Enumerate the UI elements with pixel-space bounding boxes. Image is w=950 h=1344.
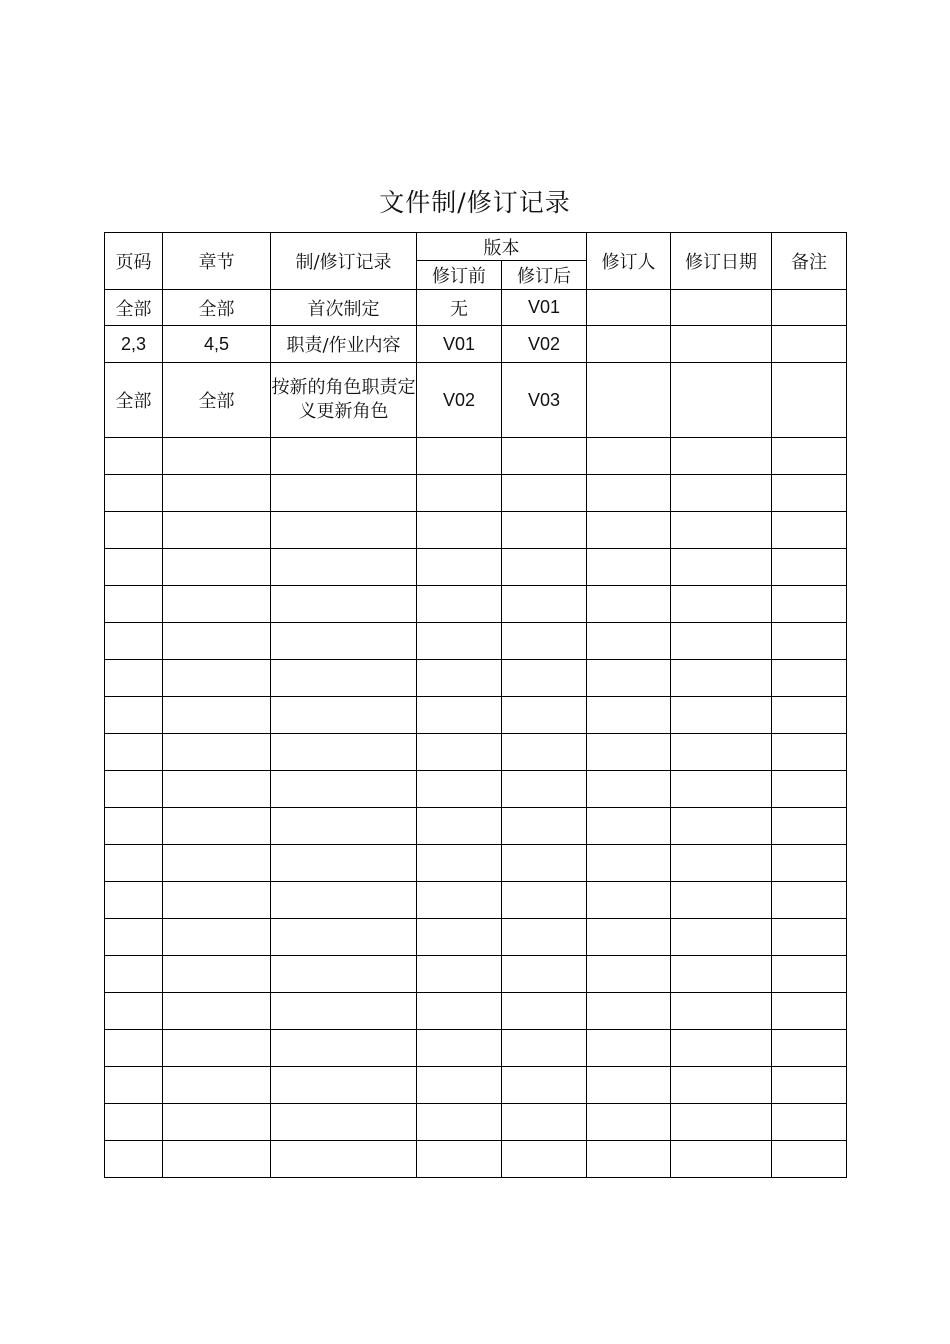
empty-cell xyxy=(271,845,417,882)
empty-cell xyxy=(502,697,587,734)
empty-cell xyxy=(163,660,271,697)
cell-chapter: 4,5 xyxy=(163,326,271,363)
empty-table-row xyxy=(105,438,847,475)
header-record: 制/修订记录 xyxy=(271,233,417,290)
empty-cell xyxy=(163,1141,271,1178)
empty-cell xyxy=(502,512,587,549)
empty-table-row xyxy=(105,734,847,771)
cell-after: V01 xyxy=(502,290,587,326)
empty-cell xyxy=(271,623,417,660)
empty-cell xyxy=(271,1067,417,1104)
empty-cell xyxy=(502,993,587,1030)
empty-cell xyxy=(587,734,671,771)
empty-cell xyxy=(163,993,271,1030)
empty-cell xyxy=(502,956,587,993)
empty-cell xyxy=(502,660,587,697)
empty-cell xyxy=(502,438,587,475)
empty-cell xyxy=(587,475,671,512)
empty-cell xyxy=(271,586,417,623)
empty-cell xyxy=(417,660,502,697)
empty-cell xyxy=(271,919,417,956)
empty-cell xyxy=(671,993,772,1030)
empty-cell xyxy=(587,660,671,697)
cell-record: 职责/作业内容 xyxy=(271,326,417,363)
header-page: 页码 xyxy=(105,233,163,290)
header-after: 修订后 xyxy=(502,261,587,290)
empty-cell xyxy=(587,1141,671,1178)
empty-cell xyxy=(671,512,772,549)
empty-table-row xyxy=(105,845,847,882)
cell-before: V01 xyxy=(417,326,502,363)
empty-cell xyxy=(502,1104,587,1141)
empty-cell xyxy=(772,623,847,660)
empty-cell xyxy=(772,586,847,623)
cell-remark xyxy=(772,363,847,438)
empty-table-row xyxy=(105,660,847,697)
empty-cell xyxy=(671,845,772,882)
revision-record-table xyxy=(104,232,847,1178)
empty-table-row xyxy=(105,919,847,956)
empty-cell xyxy=(587,808,671,845)
empty-cell xyxy=(671,1030,772,1067)
empty-cell xyxy=(105,808,163,845)
empty-cell xyxy=(671,956,772,993)
empty-cell xyxy=(587,1030,671,1067)
empty-cell xyxy=(163,549,271,586)
empty-cell xyxy=(271,808,417,845)
table-row xyxy=(105,326,847,363)
empty-cell xyxy=(105,549,163,586)
empty-cell xyxy=(417,1104,502,1141)
header-before: 修订前 xyxy=(417,261,502,290)
cell-chapter: 全部 xyxy=(163,363,271,438)
empty-cell xyxy=(671,1067,772,1104)
empty-cell xyxy=(163,1104,271,1141)
empty-cell xyxy=(417,734,502,771)
cell-reviser xyxy=(587,363,671,438)
empty-cell xyxy=(772,660,847,697)
empty-cell xyxy=(502,845,587,882)
cell-after: V02 xyxy=(502,326,587,363)
header-reviser: 修订人 xyxy=(587,233,671,290)
empty-cell xyxy=(271,734,417,771)
document-title: 文件制/修订记录 xyxy=(379,188,571,217)
empty-cell xyxy=(587,1104,671,1141)
empty-cell xyxy=(671,1104,772,1141)
empty-cell xyxy=(587,1067,671,1104)
empty-cell xyxy=(105,475,163,512)
empty-cell xyxy=(271,771,417,808)
empty-cell xyxy=(417,845,502,882)
cell-remark xyxy=(772,290,847,326)
empty-cell xyxy=(502,734,587,771)
cell-date xyxy=(671,326,772,363)
empty-cell xyxy=(105,623,163,660)
empty-table-row xyxy=(105,549,847,586)
cell-after: V03 xyxy=(502,363,587,438)
empty-cell xyxy=(417,1030,502,1067)
empty-cell xyxy=(271,956,417,993)
empty-cell xyxy=(163,475,271,512)
empty-cell xyxy=(502,808,587,845)
empty-cell xyxy=(163,1067,271,1104)
empty-cell xyxy=(772,993,847,1030)
empty-cell xyxy=(417,623,502,660)
cell-record: 首次制定 xyxy=(271,290,417,326)
empty-cell xyxy=(105,586,163,623)
empty-cell xyxy=(105,993,163,1030)
cell-remark xyxy=(772,326,847,363)
empty-cell xyxy=(772,549,847,586)
empty-cell xyxy=(772,1104,847,1141)
empty-cell xyxy=(163,771,271,808)
empty-table-row xyxy=(105,1067,847,1104)
empty-cell xyxy=(671,882,772,919)
cell-page: 全部 xyxy=(105,363,163,438)
empty-cell xyxy=(163,734,271,771)
empty-cell xyxy=(587,771,671,808)
empty-cell xyxy=(417,1141,502,1178)
empty-cell xyxy=(587,438,671,475)
empty-cell xyxy=(502,1030,587,1067)
empty-cell xyxy=(772,808,847,845)
empty-cell xyxy=(772,438,847,475)
empty-cell xyxy=(671,771,772,808)
empty-cell xyxy=(772,475,847,512)
empty-table-row xyxy=(105,1141,847,1178)
empty-cell xyxy=(163,512,271,549)
empty-cell xyxy=(163,882,271,919)
empty-cell xyxy=(671,623,772,660)
empty-cell xyxy=(772,734,847,771)
empty-cell xyxy=(163,623,271,660)
cell-date xyxy=(671,363,772,438)
empty-cell xyxy=(417,919,502,956)
empty-cell xyxy=(587,586,671,623)
table-header xyxy=(105,233,847,290)
empty-table-row xyxy=(105,697,847,734)
table-row xyxy=(105,363,847,438)
empty-cell xyxy=(105,956,163,993)
empty-cell xyxy=(502,771,587,808)
empty-cell xyxy=(772,845,847,882)
empty-cell xyxy=(417,475,502,512)
empty-cell xyxy=(772,1030,847,1067)
empty-cell xyxy=(163,438,271,475)
empty-table-row xyxy=(105,882,847,919)
empty-cell xyxy=(163,845,271,882)
empty-cell xyxy=(502,1141,587,1178)
empty-cell xyxy=(587,993,671,1030)
empty-cell xyxy=(105,919,163,956)
empty-cell xyxy=(417,808,502,845)
empty-cell xyxy=(772,697,847,734)
table-row xyxy=(105,290,847,326)
empty-cell xyxy=(105,734,163,771)
empty-cell xyxy=(105,1104,163,1141)
empty-cell xyxy=(417,993,502,1030)
empty-cell xyxy=(671,660,772,697)
empty-cell xyxy=(502,586,587,623)
empty-cell xyxy=(772,1067,847,1104)
cell-record: 按新的角色职责定义更新角色 xyxy=(271,363,417,438)
empty-table-row xyxy=(105,771,847,808)
empty-cell xyxy=(502,475,587,512)
empty-cell xyxy=(671,1141,772,1178)
empty-cell xyxy=(105,1141,163,1178)
empty-cell xyxy=(271,549,417,586)
empty-cell xyxy=(105,438,163,475)
empty-cell xyxy=(105,845,163,882)
empty-cell xyxy=(587,623,671,660)
empty-cell xyxy=(105,1030,163,1067)
header-chapter: 章节 xyxy=(163,233,271,290)
header-remark: 备注 xyxy=(772,233,847,290)
empty-cell xyxy=(105,660,163,697)
empty-cell xyxy=(671,734,772,771)
empty-cell xyxy=(671,549,772,586)
empty-cell xyxy=(163,586,271,623)
empty-cell xyxy=(271,993,417,1030)
empty-cell xyxy=(105,512,163,549)
header-date: 修订日期 xyxy=(671,233,772,290)
empty-cell xyxy=(671,919,772,956)
empty-cell xyxy=(671,475,772,512)
empty-cell xyxy=(417,1067,502,1104)
empty-cell xyxy=(271,1141,417,1178)
empty-cell xyxy=(417,512,502,549)
empty-cell xyxy=(417,697,502,734)
empty-cell xyxy=(772,956,847,993)
empty-cell xyxy=(105,1067,163,1104)
empty-cell xyxy=(772,882,847,919)
empty-cell xyxy=(271,882,417,919)
cell-reviser xyxy=(587,326,671,363)
empty-cell xyxy=(163,1030,271,1067)
empty-cell xyxy=(271,1030,417,1067)
empty-cell xyxy=(417,882,502,919)
empty-cell xyxy=(271,697,417,734)
cell-page: 全部 xyxy=(105,290,163,326)
empty-cell xyxy=(671,438,772,475)
empty-cell xyxy=(417,956,502,993)
empty-cell xyxy=(587,549,671,586)
empty-table-row xyxy=(105,475,847,512)
empty-cell xyxy=(587,697,671,734)
empty-cell xyxy=(502,882,587,919)
empty-cell xyxy=(271,1104,417,1141)
empty-cell xyxy=(163,808,271,845)
empty-cell xyxy=(417,549,502,586)
cell-before: 无 xyxy=(417,290,502,326)
empty-cell xyxy=(587,845,671,882)
empty-table-row xyxy=(105,993,847,1030)
cell-chapter: 全部 xyxy=(163,290,271,326)
empty-table-row xyxy=(105,1030,847,1067)
empty-cell xyxy=(417,771,502,808)
empty-cell xyxy=(772,919,847,956)
empty-cell xyxy=(105,882,163,919)
empty-table-row xyxy=(105,808,847,845)
empty-cell xyxy=(772,512,847,549)
empty-cell xyxy=(271,475,417,512)
cell-page: 2,3 xyxy=(105,326,163,363)
empty-cell xyxy=(587,882,671,919)
empty-table-row xyxy=(105,586,847,623)
empty-table-row xyxy=(105,1104,847,1141)
cell-date xyxy=(671,290,772,326)
empty-cell xyxy=(502,1067,587,1104)
empty-cell xyxy=(772,1141,847,1178)
empty-cell xyxy=(671,697,772,734)
empty-cell xyxy=(271,438,417,475)
empty-cell xyxy=(271,660,417,697)
empty-cell xyxy=(417,586,502,623)
empty-cell xyxy=(671,586,772,623)
empty-cell xyxy=(502,623,587,660)
empty-cell xyxy=(105,771,163,808)
empty-cell xyxy=(502,919,587,956)
empty-cell xyxy=(587,956,671,993)
table-body xyxy=(105,290,847,1178)
empty-table-row xyxy=(105,623,847,660)
empty-cell xyxy=(417,438,502,475)
cell-before: V02 xyxy=(417,363,502,438)
empty-table-row xyxy=(105,956,847,993)
empty-cell xyxy=(271,512,417,549)
empty-cell xyxy=(502,549,587,586)
empty-cell xyxy=(105,697,163,734)
empty-table-row xyxy=(105,512,847,549)
empty-cell xyxy=(772,771,847,808)
empty-cell xyxy=(163,697,271,734)
empty-cell xyxy=(671,808,772,845)
empty-cell xyxy=(163,919,271,956)
empty-cell xyxy=(163,956,271,993)
cell-reviser xyxy=(587,290,671,326)
empty-cell xyxy=(587,919,671,956)
header-version: 版本 xyxy=(417,233,587,261)
empty-cell xyxy=(587,512,671,549)
